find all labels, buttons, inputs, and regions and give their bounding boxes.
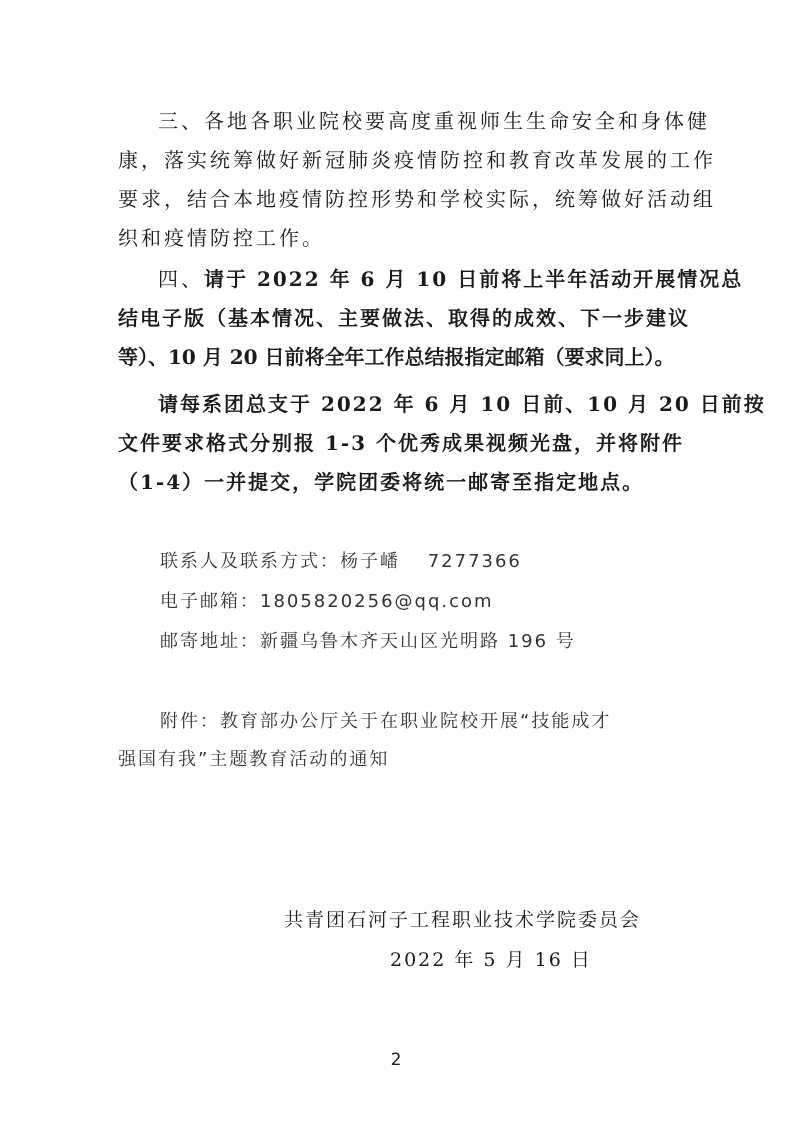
signature-org: 共青团石河子工程职业技术学院委员会 [284, 909, 642, 931]
contact-email: 电子邮箱：1805820256@qq.com [160, 591, 494, 612]
section4-line1-text: 请于 2022 年 6 月 10 日前将上半年活动开展情况总 [204, 267, 744, 291]
section4-line2: 结电子版（基本情况、主要做法、取得的成效、下一步建议 [118, 306, 690, 330]
section3-line1: 三、各地各职业院校要高度重视师生生命安全和身体健 [158, 109, 710, 133]
signature-date: 2022 年 5 月 16 日 [390, 949, 592, 971]
section4-prefix: 四、 [158, 267, 204, 291]
request-line1: 请每系团总支于 2022 年 6 月 10 日前、10 月 20 日前按 [158, 392, 766, 416]
section3-line4: 织和疫情防控工作。 [118, 226, 325, 250]
section3-line2: 康，落实统筹做好新冠肺炎疫情防控和教育改革发展的工作 [118, 148, 716, 172]
request-line2: 文件要求格式分别报 1-3 个优秀成果视频光盘，并将附件 [118, 431, 685, 455]
page-number: 2 [390, 1050, 402, 1070]
request-line3: （1-4）一并提交，学院团委将统一邮寄至指定地点。 [118, 470, 645, 494]
section4-line3: 等）、10 月 20 日前将全年工作总结报指定邮箱（要求同上）。 [118, 345, 675, 369]
attachment-line2: 强国有我”主题教育活动的通知 [118, 749, 390, 770]
section3-line3: 要求，结合本地疫情防控形势和学校实际，统筹做好活动组 [118, 187, 716, 211]
attachment-line1: 附件：教育部办公厅关于在职业院校开展“技能成才 [160, 711, 612, 732]
section4-line1 [158, 265, 744, 293]
contact-address: 邮寄地址：新疆乌鲁木齐天山区光明路 196 号 [160, 631, 576, 652]
contact-person: 联系人及联系方式：杨子嶓 7277366 [160, 551, 522, 572]
